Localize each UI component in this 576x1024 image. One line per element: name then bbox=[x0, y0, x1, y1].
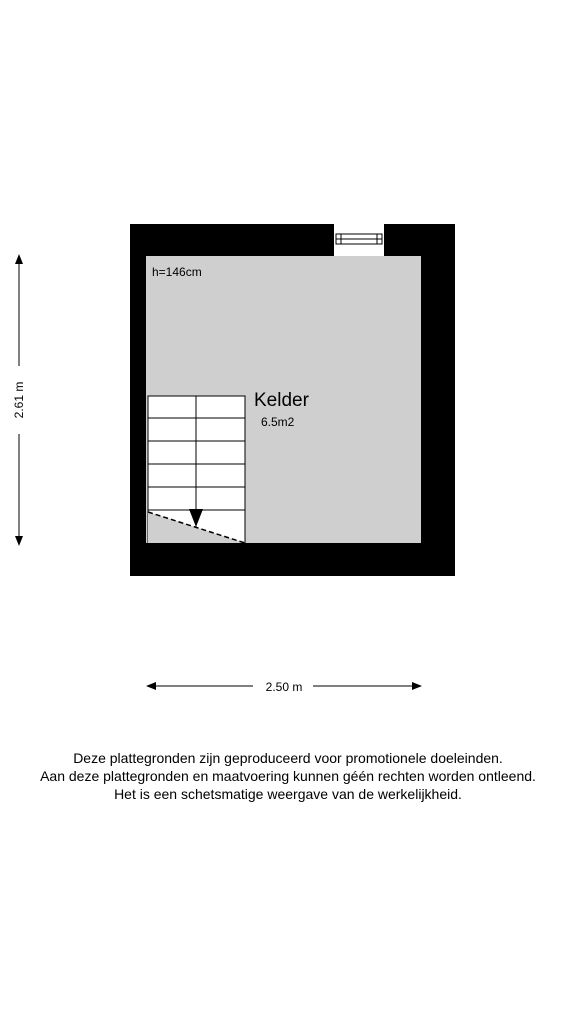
disclaimer bbox=[0, 749, 576, 803]
room-height: h=146cm bbox=[152, 265, 202, 279]
disclaimer-line: Deze plattegronden zijn geproduceerd voor promotionele doeleinden. bbox=[73, 750, 503, 766]
disclaimer-line: Het is een schetsmatige weergave van de werkelijkheid. bbox=[114, 786, 462, 802]
room-name: Kelder bbox=[254, 390, 309, 411]
depth-label: 2.61 m bbox=[12, 381, 26, 419]
disclaimer-line: Aan deze plattegronden en maatvoering kunnen géén rechten worden ontleend. bbox=[40, 768, 536, 784]
width-dimension bbox=[146, 680, 422, 694]
room-area: 6.5m2 bbox=[261, 415, 295, 429]
width-label: 2.50 m bbox=[265, 680, 303, 694]
staircase bbox=[148, 396, 245, 543]
depth-dimension bbox=[12, 254, 26, 546]
